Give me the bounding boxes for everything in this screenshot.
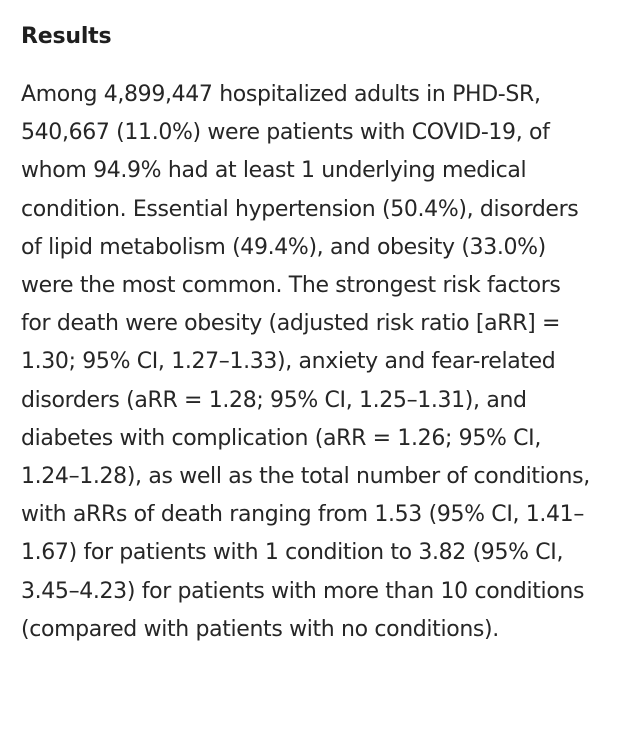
- results-paragraph: Among 4,899,447 hospitalized adults in PHD-SR, 540,667 (11.0%) were patients with COVID-19, of whom 94.9% had at least 1 underlying medical condition. Essential hypertension (50.4%), disorders of lipid metabolism (49.4%), and obesity (33.0%) were the most common. The strongest risk factors for death were obesity (adjusted risk ratio [aRR] = 1.30; 95% CI, 1.27–1.33), anxiety and fear-related disorders (aRR = 1.28; 95% CI, 1.25–1.31), and diabetes with complication (aRR = 1.26; 95% CI, 1.24–1.28), as well as the total number of conditions, with aRRs of death ranging from 1.53 (95% CI, 1.41–1.67) for patients with 1 condition to 3.82 (95% CI, 3.45–4.23) for patients with more than 10 conditions (compared with patients with no conditions).: [21, 82, 590, 642]
- section-heading: Results: [21, 24, 112, 49]
